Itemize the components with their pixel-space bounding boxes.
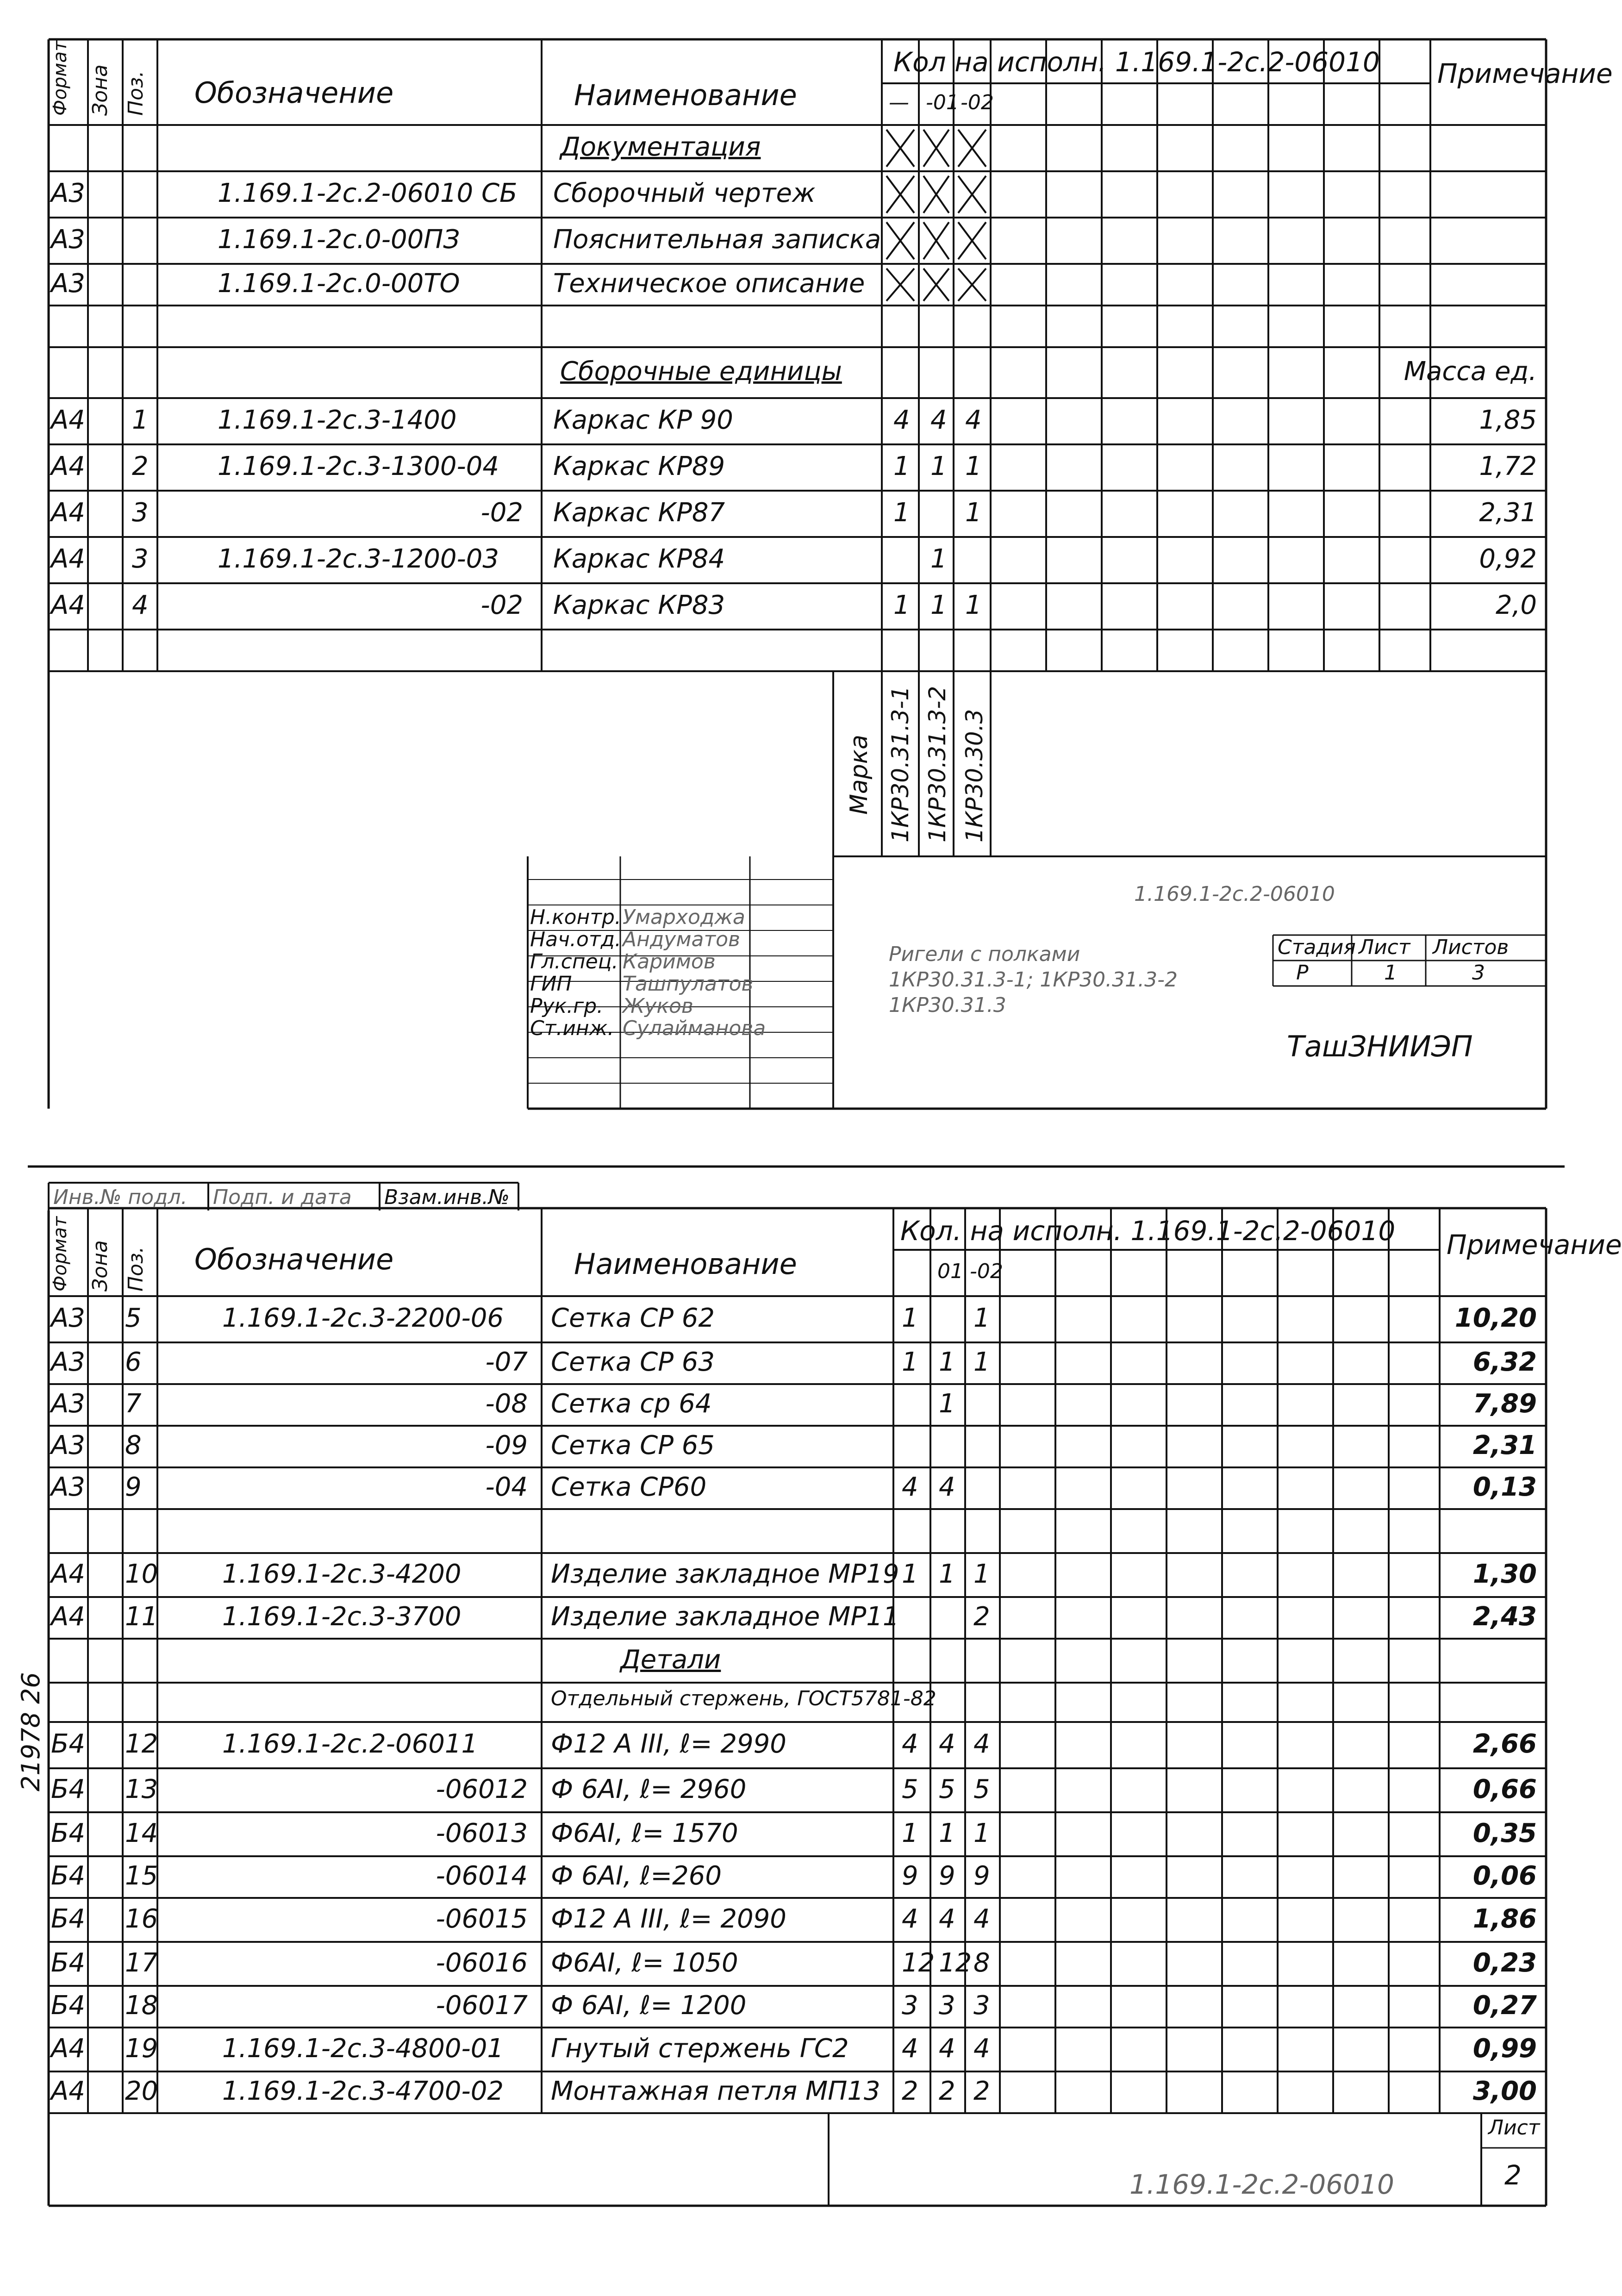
row-qty-2: 3 bbox=[939, 1990, 955, 2021]
cross-mark bbox=[886, 130, 914, 167]
row-qty-2: 2 bbox=[939, 2076, 955, 2106]
stamp-role: Н.контр. bbox=[530, 905, 621, 929]
row-note: 6,32 bbox=[1472, 1347, 1537, 1377]
row-qty-3: 8 bbox=[973, 1947, 990, 1978]
variant-0: — bbox=[889, 91, 909, 114]
row-name: Сетка СР 63 bbox=[551, 1347, 715, 1377]
row-designation: -06017 bbox=[436, 1990, 528, 2021]
row-position: 8 bbox=[125, 1430, 142, 1460]
row-designation: 1.169.1-2с.3-1400 bbox=[218, 405, 457, 435]
row-name: Каркас КР 90 bbox=[553, 405, 733, 435]
row-note: 2,43 bbox=[1472, 1602, 1537, 1632]
row-name: Сетка ср 64 bbox=[551, 1389, 712, 1419]
row-note: 0,27 bbox=[1472, 1990, 1537, 2021]
row-qty-1: 1 bbox=[893, 590, 910, 620]
cross-mark bbox=[958, 176, 986, 213]
stamp-name: Андуматов bbox=[623, 928, 740, 951]
header-designation: Обозначение bbox=[194, 76, 394, 110]
footer-sheet: 2 bbox=[1504, 2159, 1522, 2191]
cross-mark bbox=[958, 130, 986, 167]
row-designation: -04 bbox=[485, 1472, 528, 1502]
row-format: Б4 bbox=[51, 1818, 86, 1848]
row-qty-1: 1 bbox=[902, 1303, 918, 1333]
row-designation: 1.169.1-2с.2-06011 bbox=[222, 1729, 478, 1759]
variant-2: -02 bbox=[961, 91, 994, 114]
row-note: 0,99 bbox=[1472, 2033, 1537, 2064]
row-qty-1: 4 bbox=[902, 1472, 918, 1502]
row-format: Б4 bbox=[51, 1903, 86, 1934]
row-position: 9 bbox=[125, 1472, 142, 1502]
row-position: 1 bbox=[132, 405, 149, 435]
stamp-role: Ст.инж. bbox=[530, 1017, 614, 1040]
row-qty-1: 1 bbox=[893, 498, 910, 528]
row-qty-1: 3 bbox=[902, 1990, 918, 2021]
cross-mark bbox=[923, 222, 949, 259]
row-format: А3 bbox=[51, 268, 85, 299]
row-qty-2: 4 bbox=[930, 405, 947, 435]
row-name: Сетка СР 62 bbox=[551, 1303, 715, 1333]
row-qty-2: 9 bbox=[939, 1861, 955, 1891]
row-qty-1: 1 bbox=[902, 1559, 918, 1589]
row-format: А4 bbox=[51, 544, 85, 574]
row-note: 2,31 bbox=[1472, 1430, 1537, 1460]
row-format: А4 bbox=[51, 1559, 85, 1589]
row-qty-2: 4 bbox=[939, 2033, 955, 2064]
row-name: Сборочные единицы bbox=[560, 356, 842, 387]
stamp-desc-2: 1КР30.31.3-1; 1КР30.31.3-2 bbox=[889, 968, 1178, 992]
header-qty: Кол на исполн. 1.169.1-2с.2-06010 bbox=[893, 46, 1380, 78]
row-name: Сетка СР 65 bbox=[551, 1430, 715, 1460]
row-format: А4 bbox=[51, 498, 85, 528]
row-format: А3 bbox=[51, 225, 85, 255]
row-note: 0,35 bbox=[1472, 1818, 1537, 1848]
row-designation: -06016 bbox=[436, 1947, 528, 1978]
row-qty-1: 4 bbox=[902, 1903, 918, 1934]
row-qty-1: 2 bbox=[902, 2076, 918, 2106]
row-name: Изделие закладное МР11 bbox=[551, 1602, 899, 1632]
row-position: 3 bbox=[132, 498, 149, 528]
row-qty-2: 4 bbox=[939, 1903, 955, 1934]
row-note: 1,85 bbox=[1479, 405, 1537, 435]
sign-date-label: Подп. и дата bbox=[213, 1185, 352, 1209]
row-note: 2,66 bbox=[1472, 1729, 1537, 1759]
row-qty-1: 9 bbox=[902, 1861, 918, 1891]
stamp-name: Умарходжа bbox=[623, 905, 745, 929]
row-qty-2: 1 bbox=[939, 1559, 955, 1589]
header-pos: Поз. bbox=[124, 70, 148, 116]
row-format: А4 bbox=[51, 590, 85, 620]
stamp-sheet: 1 bbox=[1384, 961, 1397, 985]
row-position: 13 bbox=[125, 1774, 158, 1804]
header-note: Примечание bbox=[1447, 1229, 1622, 1260]
row-format: А4 bbox=[51, 2076, 85, 2106]
row-note: 10,20 bbox=[1454, 1303, 1537, 1333]
row-note: 3,00 bbox=[1472, 2076, 1537, 2106]
row-name: Техническое описание bbox=[553, 268, 865, 299]
row-format: Б4 bbox=[51, 1947, 86, 1978]
cross-mark bbox=[886, 268, 914, 301]
row-note: 0,66 bbox=[1472, 1774, 1537, 1804]
row-position: 12 bbox=[125, 1729, 158, 1759]
row-designation: 1.169.1-2с.0-00ПЗ bbox=[218, 225, 460, 255]
row-designation: 1.169.1-2с.3-1300-04 bbox=[218, 451, 499, 481]
row-name: Документация bbox=[560, 132, 761, 162]
row-qty-3: 1 bbox=[973, 1347, 990, 1377]
row-format: А4 bbox=[51, 2033, 85, 2064]
row-designation: -09 bbox=[485, 1430, 528, 1460]
stamp-name: Сулайманова bbox=[623, 1017, 766, 1040]
stamp-role: Гл.спец. bbox=[530, 950, 618, 973]
row-qty-3: 1 bbox=[965, 498, 982, 528]
stamp-role: Рук.гр. bbox=[530, 994, 604, 1018]
row-qty-3: 4 bbox=[965, 405, 982, 435]
stamp-desc-3: 1КР30.31.3 bbox=[889, 993, 1006, 1017]
row-position: 3 bbox=[132, 544, 149, 574]
row-format: А3 bbox=[51, 1472, 85, 1502]
row-format: Б4 bbox=[51, 1861, 86, 1891]
row-qty-3: 2 bbox=[973, 1602, 990, 1632]
header-pos: Поз. bbox=[124, 1246, 148, 1292]
row-qty-3: 5 bbox=[973, 1774, 990, 1804]
row-position: 2 bbox=[132, 451, 149, 481]
stamp-desc-1: Ригели с полками bbox=[889, 942, 1080, 966]
row-note: 2,0 bbox=[1495, 590, 1537, 620]
row-designation: -02 bbox=[480, 498, 523, 528]
row-note: 0,92 bbox=[1479, 544, 1537, 574]
row-format: А3 bbox=[51, 1389, 85, 1419]
row-name: Сетка СР60 bbox=[551, 1472, 707, 1502]
cross-mark bbox=[923, 176, 949, 213]
stamp-role: Нач.отд. bbox=[530, 928, 621, 951]
row-designation: -06012 bbox=[436, 1774, 528, 1804]
header-note: Примечание bbox=[1437, 58, 1613, 89]
header-zone: Зона bbox=[88, 64, 112, 116]
row-qty-2: 1 bbox=[939, 1818, 955, 1848]
row-qty-3: 2 bbox=[973, 2076, 990, 2106]
row-format: А3 bbox=[51, 1347, 85, 1377]
variant-1: 01 bbox=[937, 1260, 963, 1283]
row-qty-1: 5 bbox=[902, 1774, 918, 1804]
row-format: Б4 bbox=[51, 1990, 86, 2021]
row-qty-2: 5 bbox=[939, 1774, 955, 1804]
row-position: 4 bbox=[132, 590, 149, 620]
row-position: 19 bbox=[125, 2033, 158, 2064]
stamp-sheets-label: Листов bbox=[1433, 936, 1509, 959]
row-qty-1: 4 bbox=[902, 2033, 918, 2064]
row-position: 17 bbox=[125, 1947, 158, 1978]
stamp-title: 1.169.1-2с.2-06010 bbox=[1134, 882, 1335, 906]
row-qty-3: 1 bbox=[965, 451, 982, 481]
row-format: А3 bbox=[51, 1303, 85, 1333]
row-format: А4 bbox=[51, 405, 85, 435]
row-designation: 1.169.1-2с.3-4800-01 bbox=[222, 2033, 504, 2064]
row-position: 6 bbox=[125, 1347, 142, 1377]
row-note: 7,89 bbox=[1472, 1389, 1537, 1419]
row-designation: 1.169.1-2с.3-3700 bbox=[222, 1602, 462, 1632]
replace-inv-label: Взам.инв.№ bbox=[384, 1185, 510, 1209]
row-note: 1,30 bbox=[1472, 1559, 1537, 1589]
row-name: Изделие закладное МР19 bbox=[551, 1559, 899, 1589]
row-note: 0,06 bbox=[1472, 1861, 1537, 1891]
row-name: Ф 6AI, ℓ=260 bbox=[551, 1861, 722, 1891]
row-qty-3: 1 bbox=[973, 1303, 990, 1333]
stamp-sheets: 3 bbox=[1472, 961, 1485, 985]
row-note: 0,13 bbox=[1472, 1472, 1537, 1502]
row-note: 2,31 bbox=[1479, 498, 1537, 528]
row-name: Ф6AI, ℓ= 1050 bbox=[551, 1947, 738, 1978]
row-name: Каркас КР84 bbox=[553, 544, 725, 574]
row-designation: 1.169.1-2с.3-4200 bbox=[222, 1559, 462, 1589]
row-position: 16 bbox=[125, 1903, 158, 1934]
cross-mark bbox=[958, 222, 986, 259]
row-qty-2: 1 bbox=[930, 451, 947, 481]
row-qty-1: 12 bbox=[902, 1947, 935, 1978]
row-qty-3: 3 bbox=[973, 1990, 990, 2021]
row-qty-3: 1 bbox=[973, 1559, 990, 1589]
row-format: А4 bbox=[51, 451, 85, 481]
marks-label: Марка bbox=[845, 734, 873, 815]
row-qty-1: 4 bbox=[902, 1729, 918, 1759]
header-name: Наименование bbox=[574, 1247, 797, 1281]
row-format: А3 bbox=[51, 178, 85, 208]
header-zone: Зона bbox=[88, 1240, 112, 1292]
stamp-stage-label: Стадия bbox=[1278, 936, 1356, 959]
row-name: Ф12 А III, ℓ= 2090 bbox=[551, 1903, 786, 1934]
row-format: Б4 bbox=[51, 1729, 86, 1759]
row-position: 15 bbox=[125, 1861, 158, 1891]
row-note: 1,86 bbox=[1472, 1903, 1537, 1934]
inv-label: Инв.№ подл. bbox=[53, 1185, 187, 1209]
row-qty-2: 1 bbox=[930, 590, 947, 620]
row-format: Б4 bbox=[51, 1774, 86, 1804]
stamp-name: Жуков bbox=[623, 994, 693, 1018]
row-name: Ф 6AI, ℓ= 2960 bbox=[551, 1774, 747, 1804]
row-format: А4 bbox=[51, 1602, 85, 1632]
header-name: Наименование bbox=[574, 78, 797, 112]
stamp-sheet-label: Лист bbox=[1359, 936, 1410, 959]
cross-mark bbox=[923, 130, 949, 167]
row-note: 0,23 bbox=[1472, 1947, 1537, 1978]
row-position: 18 bbox=[125, 1990, 158, 2021]
footer-designation: 1.169.1-2с.2-06010 bbox=[1129, 2169, 1394, 2200]
row-designation: 1.169.1-2с.3-2200-06 bbox=[222, 1303, 504, 1333]
side-number: 21978 26 bbox=[16, 1672, 45, 1791]
stamp-role: ГИП bbox=[530, 972, 572, 996]
row-position: 7 bbox=[125, 1389, 142, 1419]
row-qty-1: 1 bbox=[902, 1347, 918, 1377]
row-qty-1: 1 bbox=[902, 1818, 918, 1848]
row-qty-3: 4 bbox=[973, 1903, 990, 1934]
row-designation: 1.169.1-2с.3-4700-02 bbox=[222, 2076, 504, 2106]
row-name: Пояснительная записка bbox=[553, 225, 881, 255]
row-name: Ф12 А III, ℓ= 2990 bbox=[551, 1729, 786, 1759]
row-name: Каркас КР87 bbox=[553, 498, 725, 528]
mark-1: 1КР30.31.3-2 bbox=[924, 686, 951, 842]
row-designation: -06013 bbox=[436, 1818, 528, 1848]
mark-0: 1КР30.31.3-1 bbox=[887, 686, 914, 842]
stamp-stage: Р bbox=[1296, 961, 1309, 985]
row-name: Отдельный стержень, ГОСТ5781-82 bbox=[551, 1686, 936, 1710]
row-qty-3: 4 bbox=[973, 1729, 990, 1759]
row-designation: -07 bbox=[485, 1347, 528, 1377]
cross-mark bbox=[958, 268, 986, 301]
row-position: 10 bbox=[125, 1559, 158, 1589]
header-format: Формат bbox=[50, 40, 71, 116]
row-designation: -06014 bbox=[436, 1861, 528, 1891]
row-qty-2: 1 bbox=[939, 1347, 955, 1377]
header-format: Формат bbox=[50, 1216, 71, 1292]
header-qty: Кол. на исполн. 1.169.1-2с.2-06010 bbox=[900, 1215, 1396, 1247]
row-name: Гнутый стержень ГС2 bbox=[551, 2033, 849, 2064]
stamp-org: ТашЗНИИЭП bbox=[1287, 1029, 1473, 1063]
footer-sheet-label: Лист bbox=[1488, 2116, 1540, 2140]
row-qty-3: 4 bbox=[973, 2033, 990, 2064]
row-designation: 1.169.1-2с.2-06010 СБ bbox=[218, 178, 518, 208]
row-qty-2: 4 bbox=[939, 1472, 955, 1502]
variant-1: -01 bbox=[926, 91, 959, 114]
row-position: 20 bbox=[125, 2076, 158, 2106]
cross-mark bbox=[886, 222, 914, 259]
row-qty-1: 4 bbox=[893, 405, 910, 435]
row-note: Масса ед. bbox=[1404, 356, 1537, 387]
stamp-name: Каримов bbox=[623, 950, 716, 973]
header-designation: Обозначение bbox=[194, 1242, 394, 1276]
row-position: 5 bbox=[125, 1303, 142, 1333]
row-designation: 1.169.1-2с.3-1200-03 bbox=[218, 544, 499, 574]
row-name: Монтажная петля МП13 bbox=[551, 2076, 880, 2106]
row-name: Ф6AI, ℓ= 1570 bbox=[551, 1818, 738, 1848]
row-designation: -06015 bbox=[436, 1903, 528, 1934]
mark-2: 1КР30.30.3 bbox=[961, 709, 988, 842]
row-qty-1: 1 bbox=[893, 451, 910, 481]
row-format: А3 bbox=[51, 1430, 85, 1460]
row-qty-3: 1 bbox=[973, 1818, 990, 1848]
row-designation: -02 bbox=[480, 590, 523, 620]
variant-2: -02 bbox=[970, 1260, 1003, 1283]
cross-mark bbox=[923, 268, 949, 301]
row-position: 14 bbox=[125, 1818, 158, 1848]
row-qty-2: 1 bbox=[930, 544, 947, 574]
row-designation: -08 bbox=[485, 1389, 528, 1419]
row-qty-3: 1 bbox=[965, 590, 982, 620]
row-name: Каркас КР83 bbox=[553, 590, 725, 620]
row-name: Ф 6AI, ℓ= 1200 bbox=[551, 1990, 747, 2021]
row-qty-2: 4 bbox=[939, 1729, 955, 1759]
row-designation: 1.169.1-2с.0-00ТО bbox=[218, 268, 460, 299]
row-name: Сборочный чертеж bbox=[553, 178, 816, 208]
row-position: 11 bbox=[125, 1602, 158, 1632]
row-qty-2: 1 bbox=[939, 1389, 955, 1419]
row-name: Детали bbox=[620, 1644, 721, 1675]
row-qty-3: 9 bbox=[973, 1861, 990, 1891]
cross-mark bbox=[886, 176, 914, 213]
stamp-name: Ташпулатов bbox=[623, 972, 754, 996]
row-note: 1,72 bbox=[1479, 451, 1537, 481]
row-name: Каркас КР89 bbox=[553, 451, 725, 481]
row-qty-2: 12 bbox=[939, 1947, 972, 1978]
